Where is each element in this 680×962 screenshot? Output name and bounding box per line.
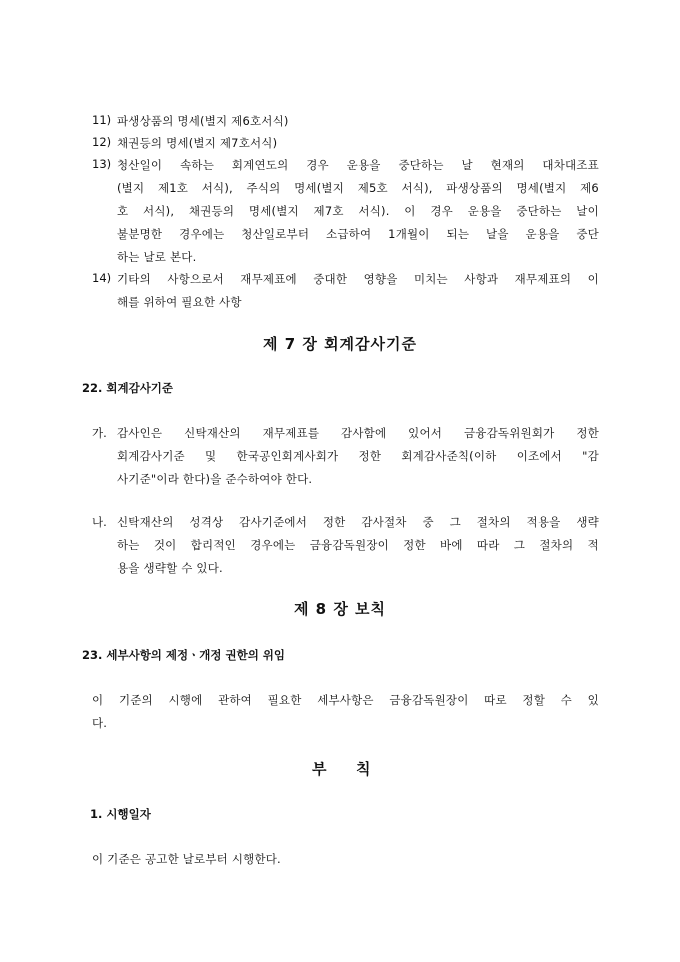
item-text-line: 청산일이 속하는 회계연도의 경우 운용을 중단하는 날 현재의 대차대조표 [117,158,599,172]
item-number: 12) [92,135,112,149]
paragraph-line: 용을 생략할 수 있다. [117,561,223,575]
paragraph-line: 신탁재산의 성격상 감사기준에서 정한 감사절차 중 그 절차의 적용을 생략 [117,515,599,529]
item-text-line: 채권등의 명세(별지 제7호서식) [117,136,278,150]
item-number: 14) [92,271,112,285]
supplementary-heading-left: 부 [312,760,327,778]
chapter-heading: 제 8 장 보칙 [293,600,387,618]
paragraph-line: 이 기준은 공고한 날로부터 시행한다. [92,852,281,866]
item-number: 11) [92,113,112,127]
item-number: 13) [92,157,112,171]
paragraph-line: 다. [92,716,108,730]
paragraph-line: 회계감사기준 및 한국공인회계사회가 정한 회계감사준칙(이하 이조에서 "감 [117,449,599,463]
paragraph-line: 이 기준의 시행에 관하여 필요한 세부사항은 금융감독원장이 따로 정할 수 있 [92,693,599,707]
item-text-line: 해를 위하여 필요한 사항 [117,295,242,309]
supplementary-heading-right: 칙 [356,760,371,778]
item-text-line: 파생상품의 명세(별지 제6호서식) [117,114,289,128]
section-heading: 22. 회계감사기준 [82,381,174,395]
paragraph-label: 나. [92,515,107,529]
item-text-line: 불분명한 경우에는 청산일로부터 소급하여 1개월이 되는 날을 운용을 중단 [117,227,599,241]
item-text-line: 호 서식), 채권등의 명세(별지 제7호 서식). 이 경우 운용을 중단하는 날이 [117,204,599,218]
section-heading: 23. 세부사항의 제정ㆍ개정 권한의 위임 [82,648,286,662]
paragraph-line: 사기준"이라 한다)을 준수하여야 한다. [117,472,313,486]
item-text-line: 하는 날로 본다. [117,250,197,264]
paragraph-label: 가. [92,426,107,440]
paragraph-line: 하는 것이 합리적인 경우에는 금융감독원장이 정한 바에 따라 그 절차의 적 [117,538,599,552]
item-text-line: (별지 제1호 서식), 주식의 명세(별지 제5호 서식), 파생상품의 명세(별지 제6 [117,181,599,195]
section-heading: 1. 시행일자 [90,807,151,821]
paragraph-line: 감사인은 신탁재산의 재무제표를 감사함에 있어서 금융감독위원회가 정한 [117,426,599,440]
chapter-heading: 제 7 장 회계감사기준 [262,335,418,353]
item-text-line: 기타의 사항으로서 재무제표에 중대한 영향을 미치는 사항과 재무제표의 이 [117,272,599,286]
